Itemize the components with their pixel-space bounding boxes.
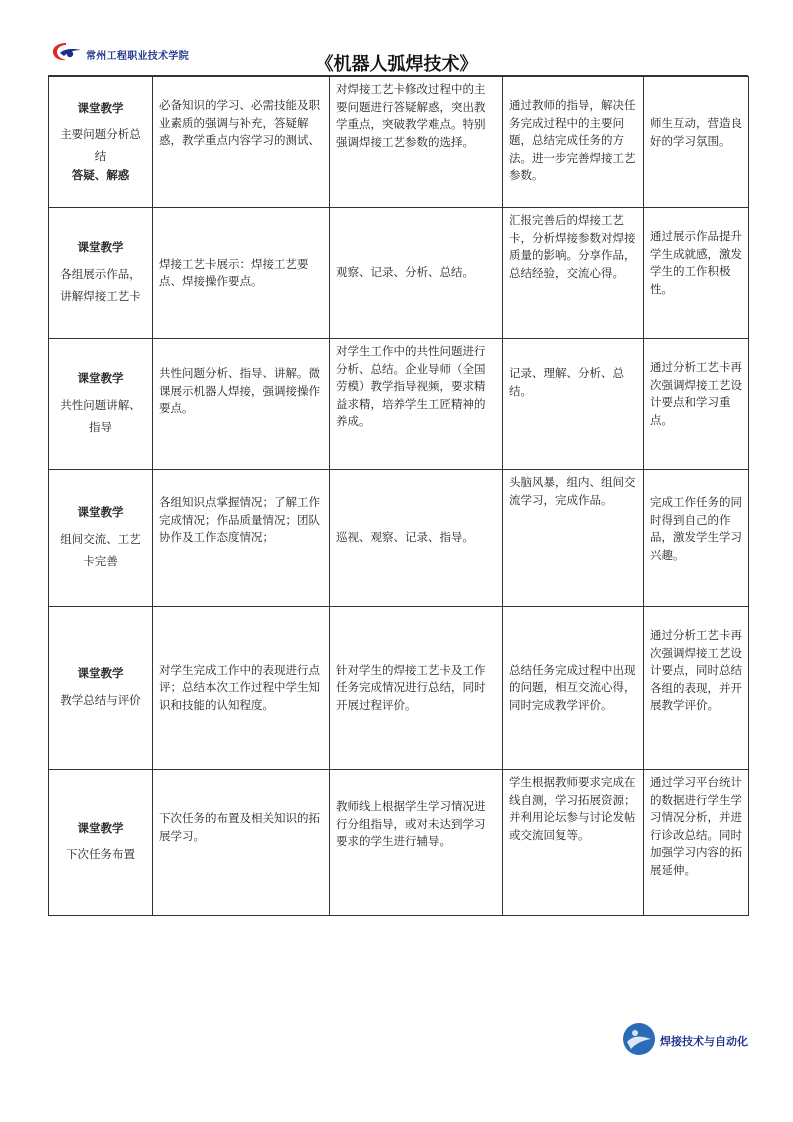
stage-label: 课堂教学 <box>77 100 124 115</box>
stage-topic: 组间交流、工艺卡完善 <box>60 531 141 568</box>
stage-topic-bold: 答疑、解惑 <box>71 168 130 182</box>
stage-cell <box>49 770 153 916</box>
table-row <box>49 208 749 339</box>
student-activity-cell: 头脑风暴，组内、组间交流学习，完成作品。 <box>503 470 644 607</box>
teacher-activity-cell: 针对学生的焊接工艺卡及工作任务完成情况进行总结，同时开展过程评价。 <box>330 607 503 770</box>
stage-topic: 各组展示作品，讲解焊接工艺卡 <box>60 266 141 303</box>
design-intent-cell: 通过展示作品提升学生成就感，激发学生的工作积极性。 <box>644 208 749 339</box>
teacher-activity-cell: 巡视、观察、记录、指导。 <box>330 470 503 607</box>
student-activity-cell: 汇报完善后的焊接工艺卡，分析焊接参数对焊接质量的影响。分享作品，总结经验，交流心得。 <box>503 208 644 339</box>
table-row <box>49 339 749 470</box>
teacher-activity-cell: 观察、记录、分析、总结。 <box>330 208 503 339</box>
design-intent-cell: 通过分析工艺卡再次强调焊接工艺设计要点，同时总结各组的表现，并开展教学评价。 <box>644 607 749 770</box>
content-cell: 各组知识点掌握情况；了解工作完成情况；作品质量情况；团队协作及工作态度情况； <box>153 470 330 607</box>
design-intent-cell: 师生互动，营造良好的学习氛围。 <box>644 77 749 208</box>
content-cell: 下次任务的布置及相关知识的拓展学习。 <box>153 770 330 916</box>
stage-label: 课堂教学 <box>77 666 124 681</box>
stage-cell <box>49 470 153 607</box>
design-intent-cell: 通过分析工艺卡再次强调焊接工艺设计要点和学习重点。 <box>644 339 749 470</box>
stage-cell <box>49 607 153 770</box>
table-row <box>49 470 749 607</box>
student-activity-cell: 学生根据教师要求完成在线自测，学习拓展资源；并利用论坛参与讨论发帖或交流回复等。 <box>503 770 644 916</box>
content-cell: 共性问题分析、指导、讲解。微课展示机器人焊接，强调接操作要点。 <box>153 339 330 470</box>
teacher-activity-cell: 对焊接工艺卡修改过程中的主要问题进行答疑解惑，突出教学重点，突破教学难点。特别强调焊接工艺参数的选择。 <box>330 77 503 208</box>
footer-major-name: 焊接技术与自动化 <box>660 1035 748 1048</box>
table-row <box>49 607 749 770</box>
teacher-activity-cell: 对学生工作中的共性问题进行分析、总结。企业导师（全国劳模）教学指导视频，要求精益求精，培养学生工匠精神的养成。 <box>330 339 503 470</box>
stage-label: 课堂教学 <box>77 240 124 255</box>
table-row <box>49 77 749 208</box>
stage-cell <box>49 77 153 208</box>
school-name: 常州工程职业技术学院 <box>86 51 189 62</box>
stage-topic: 共性问题讲解、指导 <box>60 397 141 434</box>
stage-label: 课堂教学 <box>77 820 124 835</box>
student-activity-cell: 通过教师的指导，解决任务完成过程中的主要问题，总结完成任务的方法。进一步完善焊接工艺参数。 <box>503 77 644 208</box>
teacher-activity-cell: 教师线上根据学生学习情况进行分组指导，或对未达到学习要求的学生进行辅导。 <box>330 770 503 916</box>
content-cell: 对学生完成工作中的表现进行点评；总结本次工作过程中学生知识和技能的认知程度。 <box>153 607 330 770</box>
stage-cell <box>49 339 153 470</box>
content-cell: 必备知识的学习、必需技能及职业素质的强调与补充，答疑解惑，教学重点内容学习的测试、 <box>153 77 330 208</box>
major-logo-icon <box>622 1022 656 1056</box>
student-activity-cell: 总结任务完成过程中出现的问题，相互交流心得，同时完成教学评价。 <box>503 607 644 770</box>
page-header <box>0 0 793 76</box>
stage-topic: 下次任务布置 <box>66 847 135 862</box>
content-cell: 焊接工艺卡展示：焊接工艺要点、焊接操作要点。 <box>153 208 330 339</box>
stage-label: 课堂教学 <box>77 371 124 386</box>
document-title: 《机器人弧焊技术》 <box>315 54 478 75</box>
design-intent-cell: 通过学习平台统计的数据进行学生学习情况分析，并进行诊改总结。同时加强学习内容的拓展延伸。 <box>644 770 749 916</box>
student-activity-cell: 记录、理解、分析、总结。 <box>503 339 644 470</box>
table-row <box>49 770 749 916</box>
stage-label: 课堂教学 <box>77 505 124 520</box>
design-intent-cell: 完成工作任务的同时得到自己的作品，激发学生学习兴趣。 <box>644 470 749 607</box>
stage-topic: 教学总结与评价 <box>60 692 141 707</box>
stage-cell <box>49 208 153 339</box>
stage-topic: 主要问题分析总结 <box>60 127 141 163</box>
teaching-plan-table <box>48 76 749 916</box>
